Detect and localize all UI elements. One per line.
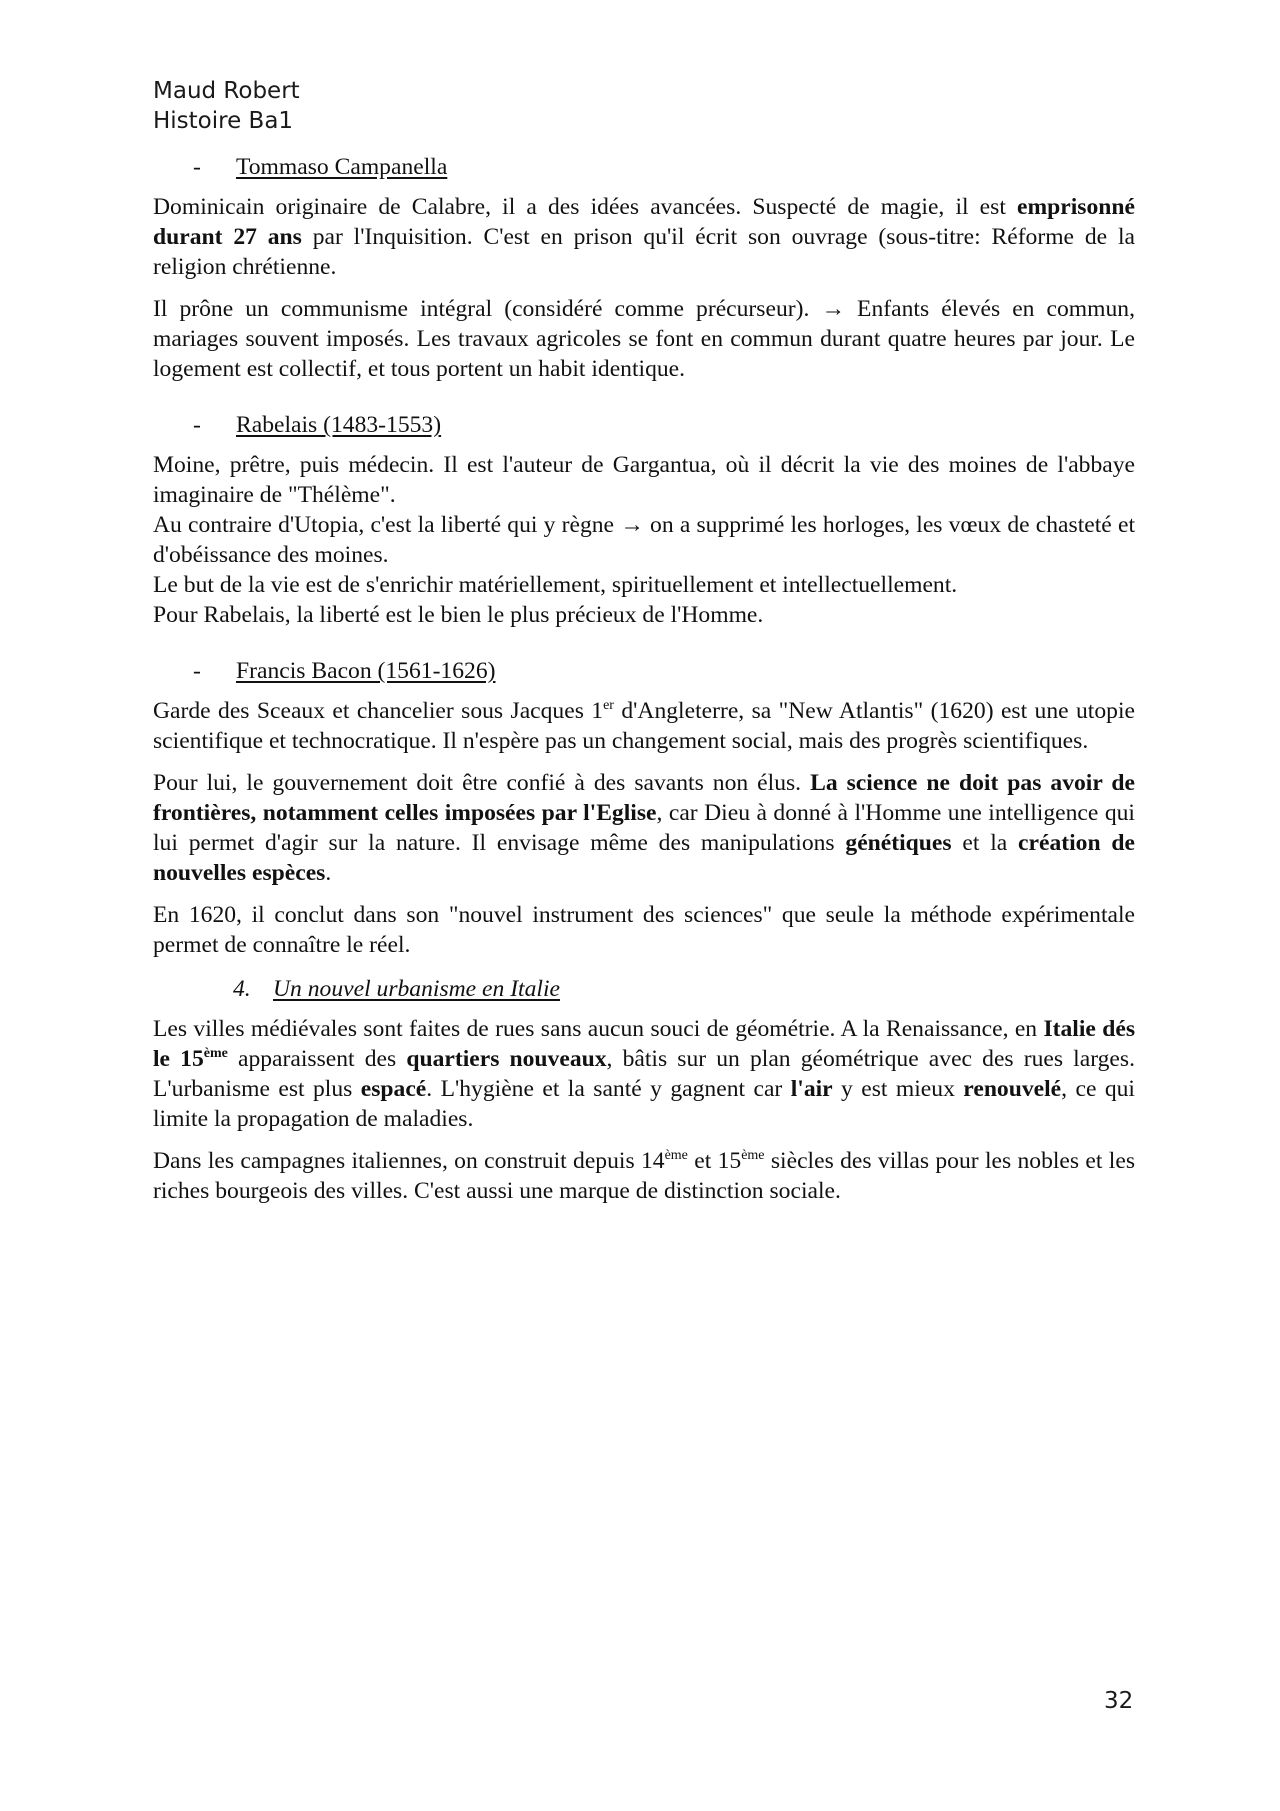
- bacon-paragraph-1: Garde des Sceaux et chancelier sous Jacques 1er d'Angleterre, sa "New Atlantis" (1620) est une utopie scientifique et technocratique. Il n'espère pas un changement social, mais des progrès scientifiques.: [153, 698, 1135, 754]
- heading-title: Tommaso Campanella: [236, 154, 448, 180]
- rabelais-paragraph: Moine, prêtre, puis médecin. Il est l'auteur de Gargantua, où il décrit la vie des moines de l'abbaye imaginaire de "Thélème". Au contraire d'Utopia, c'est la liberté qui y règne → on a supprimé les horloges, les vœux de chasteté et d'obéissance des moines. Le but de la vie est de s'enrichir matériellement, spirituellement et intellectuellement. Pour Rabelais, la liberté est le bien le plus précieux de l'Homme.: [153, 452, 1135, 628]
- campanella-paragraph-1: Dominicain originaire de Calabre, il a des idées avancées. Suspecté de magie, il est emprisonné durant 27 ans par l'Inquisition. C'est en prison qu'il écrit son ouvrage (sous-titre: Réforme de la religion chrétienne.: [153, 194, 1135, 280]
- bullet-dash: -: [193, 412, 201, 438]
- section-heading-urbanisme: [153, 974, 1135, 1004]
- section-title: Un nouvel urbanisme en Italie: [273, 976, 560, 1002]
- heading-title: Francis Bacon (1561-1626): [236, 658, 496, 684]
- bacon-paragraph-3: En 1620, il conclut dans son "nouvel instrument des sciences" que seule la méthode expérimentale permet de connaître le réel.: [153, 902, 1135, 958]
- page-header: [153, 76, 300, 136]
- page-number: 32: [1104, 1688, 1134, 1714]
- bullet-dash: -: [193, 154, 201, 180]
- bacon-paragraph-2: Pour lui, le gouvernement doit être confié à des savants non élus. La science ne doit pas avoir de frontières, notamment celles imposées par l'Eglise, car Dieu à donné à l'Homme une intelligence qui lui permet d'agir sur la nature. Il envisage même des manipulations génétiques et la création de nouvelles espèces.: [153, 770, 1135, 886]
- bullet-dash: -: [193, 658, 201, 684]
- urbanisme-paragraph-2: Dans les campagnes italiennes, on construit depuis 14ème et 15ème siècles des villas pour les nobles et les riches bourgeois des villes. C'est aussi une marque de distinction sociale.: [153, 1148, 1136, 1204]
- heading-title: Rabelais (1483-1553): [236, 412, 442, 438]
- heading-bacon: [153, 656, 1135, 686]
- urbanisme-paragraph-1: Les villes médiévales sont faites de rues sans aucun souci de géométrie. A la Renaissance, en Italie dés le 15ème apparaissent des quartiers nouveaux, bâtis sur un plan géométrique avec des rues larges. L'urbanisme est plus espacé. L'hygiène et la santé y gagnent car l'air y est mieux renouvelé, ce qui limite la propagation de maladies.: [153, 1016, 1135, 1132]
- heading-rabelais: [153, 410, 1135, 440]
- course-name: Histoire Ba1: [153, 108, 294, 134]
- campanella-paragraph-2: Il prône un communisme intégral (considéré comme précurseur). → Enfants élevés en commun, mariages souvent imposés. Les travaux agricoles se font en commun durant quatre heures par jour. Le logement est collectif, et tous portent un habit identique.: [153, 296, 1135, 382]
- section-number: 4.: [233, 976, 251, 1002]
- heading-campanella: [153, 152, 1135, 182]
- author-name: Maud Robert: [153, 78, 300, 104]
- page-content: [153, 152, 1135, 1218]
